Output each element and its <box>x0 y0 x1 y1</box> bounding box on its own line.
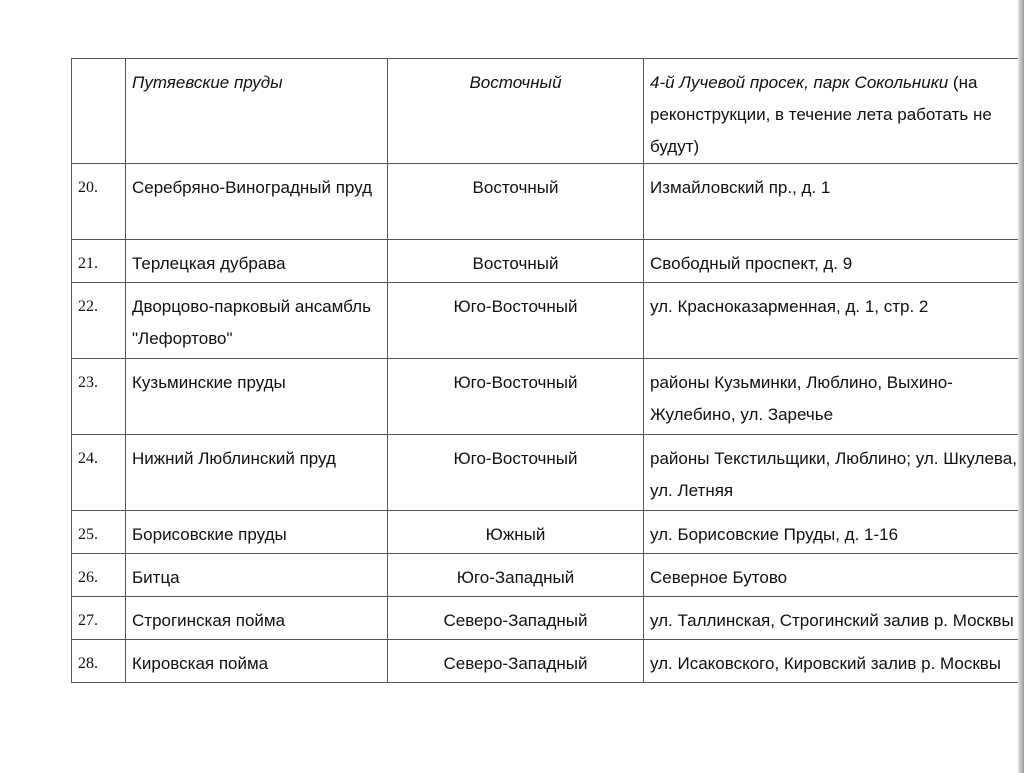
row-number: 21. <box>72 240 126 283</box>
district: Юго-Восточный <box>388 435 644 511</box>
row-number: 20. <box>72 164 126 240</box>
table-row <box>72 597 1024 640</box>
row-number: 22. <box>72 283 126 359</box>
address <box>644 59 1024 164</box>
table-row <box>72 511 1024 554</box>
row-number <box>72 59 126 164</box>
address: ул. Таллинская, Строгинский залив р. Москвы <box>644 597 1024 640</box>
address: Свободный проспект, д. 9 <box>644 240 1024 283</box>
location-name: Кузьминские пруды <box>126 359 388 435</box>
table-row <box>72 554 1024 597</box>
location-name: Терлецкая дубрава <box>126 240 388 283</box>
row-number: 27. <box>72 597 126 640</box>
address: ул. Борисовские Пруды, д. 1-16 <box>644 511 1024 554</box>
district: Юго-Восточный <box>388 283 644 359</box>
location-name: Кировская пойма <box>126 640 388 683</box>
location-name: Борисовские пруды <box>126 511 388 554</box>
district: Северо-Западный <box>388 597 644 640</box>
district: Юго-Восточный <box>388 359 644 435</box>
address: районы Текстильщики, Люблино; ул. Шкулева, ул. Летняя <box>644 435 1024 511</box>
location-name: Дворцово-парковый ансамбль "Лефортово" <box>126 283 388 359</box>
table-row <box>72 164 1024 240</box>
district: Восточный <box>388 164 644 240</box>
location-name: Битца <box>126 554 388 597</box>
page-edge-shadow <box>1018 0 1024 773</box>
address: районы Кузьминки, Люблино, Выхино-Жулебино, ул. Заречье <box>644 359 1024 435</box>
row-number: 24. <box>72 435 126 511</box>
table-row <box>72 283 1024 359</box>
location-name: Путяевские пруды <box>126 59 388 164</box>
address: ул. Исаковского, Кировский залив р. Москвы <box>644 640 1024 683</box>
row-number: 28. <box>72 640 126 683</box>
district: Восточный <box>388 240 644 283</box>
location-name: Строгинская пойма <box>126 597 388 640</box>
table-row <box>72 359 1024 435</box>
district: Восточный <box>388 59 644 164</box>
address-note: (на реконструкции, в течение лета работать не будут) <box>650 73 992 156</box>
address-main: 4-й Лучевой просек, парк Сокольники <box>650 73 949 92</box>
table-row <box>72 640 1024 683</box>
address: Измайловский пр., д. 1 <box>644 164 1024 240</box>
district: Южный <box>388 511 644 554</box>
location-name: Серебряно-Виноградный пруд <box>126 164 388 240</box>
table-row <box>72 435 1024 511</box>
location-name: Нижний Люблинский пруд <box>126 435 388 511</box>
row-number: 25. <box>72 511 126 554</box>
row-number: 26. <box>72 554 126 597</box>
row-number: 23. <box>72 359 126 435</box>
district: Юго-Западный <box>388 554 644 597</box>
table-row <box>72 59 1024 164</box>
district: Северо-Западный <box>388 640 644 683</box>
beaches-table <box>71 58 1024 683</box>
address: ул. Красноказарменная, д. 1, стр. 2 <box>644 283 1024 359</box>
table-row <box>72 240 1024 283</box>
address: Северное Бутово <box>644 554 1024 597</box>
